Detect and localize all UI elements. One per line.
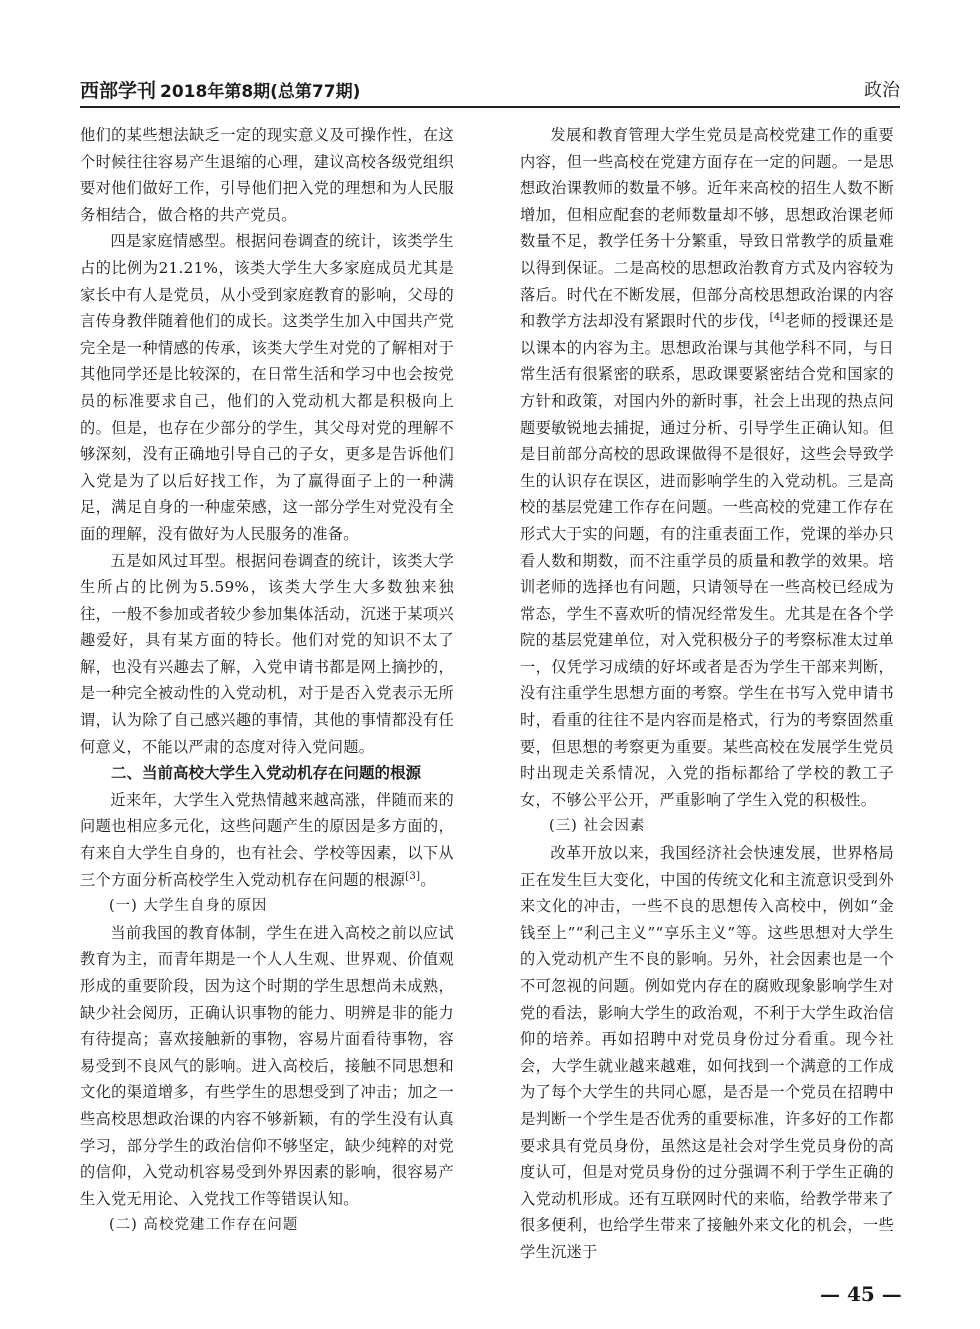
journal-title [80, 76, 360, 103]
paragraph: 四是家庭情感型。根据问卷调查的统计，该类学生占的比例为21.21%，该类大学生大多家庭成员尤其是家长中有人是党员，从小受到家庭教育的影响，父母的言传身教伴随着他们的成长。这类学生加入中国共产党完全是一种情感的传承，该类大学生对党的了解相对于其他同学还是比较深的，在日常生活和学习中也会按党员的标准要求自己，他们的入党动机大都是积极向上的。但是，也存在少部分的学生，其父母对党的理解不够深刻，没有正确地引导自己的子女，更多是告诉他们入党是为了以后好找工作，为了赢得面子上的一种满足，满足自身的一种虚荣感，这一部分学生对党没有全面的理解，没有做好为人民服务的准备。 [80, 232, 454, 543]
subsection-heading: (二) 高校党建工作存在问题 [109, 1217, 299, 1234]
right-column [520, 122, 894, 1266]
paragraph [80, 787, 454, 893]
issue-info: 2018年第8期(总第77期) [160, 82, 361, 102]
paragraph: 当前我国的教育体制，学生在进入高校之前以应试教育为主，而青年期是一个人人生观、世界观、价值观形成的重要阶段，因为这个时期的学生思想尚未成熟，缺少社会阅历，正确认识事物的能力、明辨是非的能力有待提高；喜欢接触新的事物，容易片面看待事物，容易受到不良风气的影响。进入高校后，接触不同思想和文化的渠道增多，有些学生的思想受到了冲击；加之一些高校思想政治课的内容不够新颖，有的学生没有认真学习，部分学生的政治信仰不够坚定，缺少纯粹的对党的信仰，入党动机容易受到外界因素的影响，很容易产生入党无用论、入党找工作等错误认知。 [80, 923, 454, 1208]
section-label: 政治 [864, 80, 900, 101]
left-column [80, 122, 454, 1239]
citation-ref: [4] [769, 312, 785, 324]
paragraph [520, 122, 894, 813]
section-heading: 二、当前高校大学生入党动机存在问题的根源 [111, 764, 422, 783]
page-number: — 45 — [820, 1282, 902, 1306]
paragraph: 五是如风过耳型。根据问卷调查的统计，该类大学生所占的比例为5.59%，该类大学生大多数独来独往，一般不参加或者较少参加集体活动，沉迷于某项兴趣爱好，具有某方面的特长。他们对党的知识不太了解，也没有兴趣去了解，入党申请书都是网上摘抄的，是一种完全被动性的入党动机，对于是否入党表示无所谓，认为除了自己感兴趣的事情，其他的事情都没有任何意义，不能以严肃的态度对待入党问题。 [80, 551, 454, 756]
subsection-heading: (三) 社会因素 [549, 818, 646, 835]
paragraph-text: 发展和教育管理大学生党员是高校党建工作的重要内容，但一些高校在党建方面存在一定的问题。一是思想政治课教师的数量不够。近年来高校的招生人数不断增加，但相应配套的老师数量却不够，思想政治课老师数量不足，教学任务十分繁重，导致日常教学的质量难以得到保证。二是高校的思想政治教育方式及内容较为落后。时代在不断发展，但部分高校思想政治课的内容和教学方法却没有紧跟时代的步伐， [520, 126, 894, 331]
citation-ref: [3] [405, 870, 421, 882]
paragraph: 改革开放以来，我国经济社会快速发展，世界格局正在发生巨大变化，中国的传统文化和主流意识受到外来文化的冲击，一些不良的思想传入高校中，例如“金钱至上”“利己主义”“享乐主义”等。这些思想对大学生的入党动机产生不良的影响。另外，社会因素也是一个不可忽视的问题。例如党内存在的腐败现象影响学生对党的看法，影响大学生的政治观，不利于大学生政治信仰的培养。再如招聘中对党员身份过分看重。现今社会，大学生就业越来越难，如何找到一个满意的工作成为了每个大学生的共同心愿，是否是一个党员在招聘中是判断一个学生是否优秀的重要标准，许多好的工作都要求具有党员身份，虽然这是社会对学生党员身份的高度认可，但是对党员身份的过分强调不利于学生正确的入党动机形成。还有互联网时代的来临，给教学带来了很多便利，也给学生带来了接触外来文化的机会，一些学生沉迷于 [520, 844, 894, 1261]
paragraph-text: 近来年，大学生入党热情越来越高涨，伴随而来的问题也相应多元化，这些问题产生的原因是多方面的，有来自大学生自身的，也有社会、学校等因素，以下从三个方面分析高校学生入党动机存在问题的根源 [80, 790, 454, 889]
paragraph: 他们的某些想法缺乏一定的现实意义及可操作性，在这个时候往往容易产生退缩的心理，建议高校各级党组织要对他们做好工作，引导他们把入党的理想和为人民服务相结合，做合格的共产党员。 [80, 126, 454, 224]
paragraph-text-cont: 老师的授课还是以课本的内容为主。思想政治课与其他学科不同，与日常生活有很紧密的联系，思政课要紧密结合党和国家的方针和政策，对国内外的新时事，社会上出现的热点问题要敏锐地去捕捉，通过分析、引导学生正确认知。但是目前部分高校的思政课做得不是很好，这些会导致学生的认识存在误区，进而影响学生的入党动机。三是高校的基层党建工作存在问题。一些高校的党建工作存在形式大于实的问题，有的注重表面工作，党课的举办只看人数和期数，而不注重学员的质量和教学的效果。培训老师的选择也有问题，只请领导在一些高校已经成为常态，学生不喜欢听的情况经常发生。尤其是在各个学院的基层党建单位，对入党积极分子的考察标准太过单一，仅凭学习成绩的好坏或者是否为学生干部来判断，没有注重学生思想方面的考察。学生在书写入党申请书时，看重的往往不是内容而是格式，行为的考察固然重要，但思想的考察更为重要。某些高校在发展学生党员时出现走关系情况，入党的指标都给了学校的教工子女，不够公平公开，严重影响了学生入党的积极性。 [520, 312, 894, 809]
running-header [80, 70, 900, 108]
paragraph-end: 。 [420, 870, 436, 889]
journal-logo: 西部学刊 [80, 80, 157, 102]
subsection-heading: (一) 大学生自身的原因 [109, 898, 268, 915]
